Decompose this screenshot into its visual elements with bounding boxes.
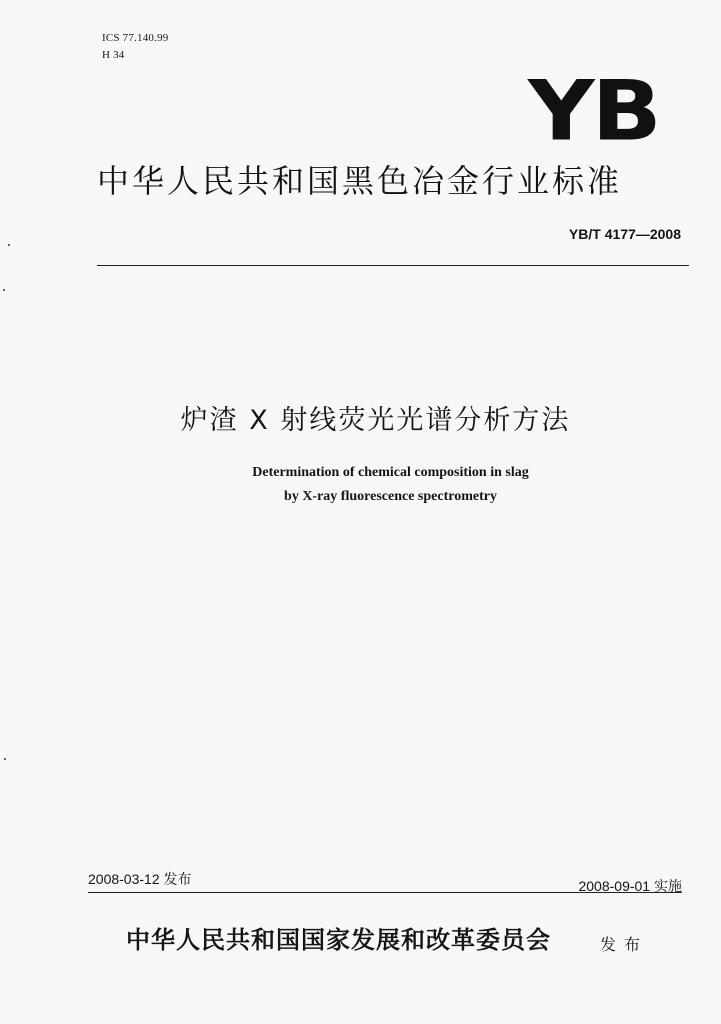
header-divider xyxy=(97,265,689,266)
document-title-english-line2: by X-ray fluorescence spectrometry xyxy=(284,489,497,504)
footer-divider xyxy=(88,892,682,893)
document-title-english-line1: Determination of chemical composition in slag xyxy=(252,465,529,480)
ccs-code: H 34 xyxy=(102,49,125,61)
standard-number: YB/T 4177—2008 xyxy=(568,226,681,242)
dates-row xyxy=(88,869,682,894)
implementation-date: 2008-09-01 实施 xyxy=(578,878,682,894)
scan-speck xyxy=(8,244,10,246)
issue-date: 2008-03-12 发布 xyxy=(88,871,192,887)
scan-speck xyxy=(3,289,5,291)
industry-standard-title: 中华人民共和国黑色冶金行业标准 xyxy=(97,162,623,200)
yb-logo: YB xyxy=(528,62,659,160)
document-title-chinese: 炉渣 X 射线荧光光谱分析方法 xyxy=(180,405,571,436)
ics-code: ICS 77.140.99 xyxy=(102,32,169,44)
publisher-action: 发布 xyxy=(600,935,649,954)
publisher-name: 中华人民共和国国家发展和改革委员会 xyxy=(126,925,551,954)
classification-codes xyxy=(102,30,168,64)
scan-speck xyxy=(4,758,6,760)
